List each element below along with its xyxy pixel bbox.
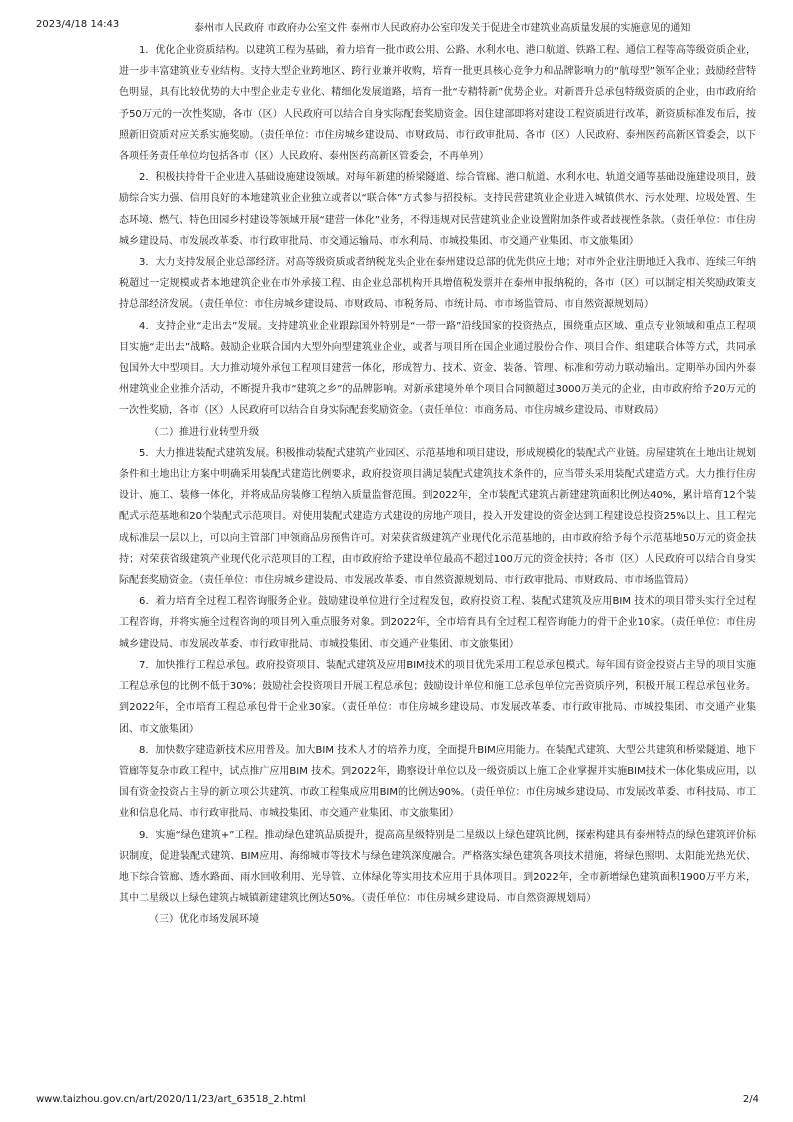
paragraph-item-2: 2．积极扶持骨干企业进入基础设施建设领域。对每年新建的桥梁隧道、综合管廊、港口航道、水利水电、轨道交通等基础设施建设项目，鼓励综合实力强、信用良好的本地建筑业企业独立或者以“联合体”方式参与招投标。支持民营建筑业企业进入城镇供水、污水处理、垃圾处置、生态环境、燃气、特色田园乡村建设等领域开展“建营一体化”业务，不得违规对民营建筑业企业设置附加条件或者歧视性条款。（责任单位：市住房城乡建设局、市发展改革委、市行政审批局、市交通运输局、市水利局、市城投集团、市交通产业集团、市文旅集团）	[119, 172, 756, 247]
print-datetime: 2023/4/18 14:43	[36, 19, 120, 30]
page-url: www.taizhou.gov.cn/art/2020/11/23/art_63518_2.html	[36, 1094, 306, 1105]
page-number: 2/4	[742, 1094, 759, 1105]
paragraph-item-3: 3．大力支持发展企业总部经济。对高等级资质或者纳税龙头企业在泰州建设总部的优先供应土地；对市外企业注册地迁入我市、连续三年纳税超过一定规模或者本地建筑企业在市外承接工程、由企业总部机构开具增值税发票并在泰州申报纳税的，各市（区）可以制定相关奖励政策支持总部经济发展。（责任单位：市住房城乡建设局、市财政局、市税务局、市统计局、市市场监管局、市自然资源规划局）	[119, 257, 756, 311]
paragraph-item-5: 5．大力推进装配式建筑发展。积极推动装配式建筑产业园区、示范基地和项目建设，形成规模化的装配式产业链。房屋建筑在土地出让规划条件和土地出让方案中明确采用装配式建造比例要求，政府投资项目满足装配式建筑技术条件的，应当带头采用装配式建造方式。大力推行住房设计、施工、装修一体化，并将成品房装修工程纳入质量监督范围。到2022年，全市装配式建筑占新建建筑面积比例达40%，累计培育12个装配式示范基地和20个装配式示范项目。对使用装配式建造方式建设的房地产项目，投入开发建设的资金达到工程建设总投资25%以上、且工程完成标准层一层以上，可以向主管部门申领商品房预售许可。对荣获省级建筑产业现代化示范基地的，由市政府给予每个示范基地50万元的资金扶持；对荣获省级建筑产业现代化示范项目的工程，由市政府给予建设单位最高不超过100万元的资金扶持；各市（区）人民政府可以结合自身实际配套奖励资金。（责任单位：市住房城乡建设局、市发展改革委、市自然资源规划局、市行政审批局、市财政局、市市场监管局）	[119, 447, 756, 587]
paragraph-item-6: 6．着力培育全过程工程咨询服务企业。鼓励建设单位进行全过程发包，政府投资工程、装配式建筑及应用BIM 技术的项目带头实行全过程工程咨询，并将实施全过程咨询的项目列入重点服务对象。到2022年，全市培育具有全过程工程咨询能力的骨干企业10家。（责任单位：市住房城乡建设局、市发展改革委、市行政审批局、市城投集团、市交通产业集团、市文旅集团）	[119, 596, 756, 650]
paragraph-item-4: 4．支持企业“走出去”发展。支持建筑业企业跟踪国外特别是“一带一路”沿线国家的投资热点，围绕重点区域、重点专业领域和重点工程项目实施“走出去”战略。鼓励企业联合国内大型外向型建筑业企业，或者与项目所在国企业通过股份合作、项目合作、组建联合体等方式，共同承包国外大中型项目。大力推动境外承包工程项目建营一体化，形成智力、技术、资金、装备、管理、标准和劳动力联动输出。定期举办国内外泰州建筑业企业推介活动，不断提升我市“建筑之乡”的品牌影响。对新承建境外单个项目合同额超过3000万美元的企业，由市政府给予20万元的一次性奖励，各市（区）人民政府可以结合自身实际配套奖励资金。（责任单位：市商务局、市住房城乡建设局、市财政局）	[119, 320, 756, 417]
section-heading-3: （三）优化市场发展环境	[149, 914, 259, 926]
paragraph-item-7: 7．加快推行工程总承包。政府投资项目、装配式建筑及应用BIM技术的项目优先采用工程总承包模式。每年国有资金投资占主导的项目实施工程总承包的比例不低于30%；鼓励社会投资项目开展工程总承包；鼓励设计单位和施工总承包单位完善资质序列，积极开展工程总承包业务。到2022年，全市培育工程总承包骨干企业30家。（责任单位：市住房城乡建设局、市发展改革委、市行政审批局、市城投集团、市交通产业集团、市文旅集团）	[119, 659, 756, 735]
section-heading-2: （二）推进行业转型升级	[149, 426, 259, 438]
paragraph-item-8: 8．加快数字建造新技术应用普及。加大BIM 技术人才的培养力度，全面提升BIM应用能力。在装配式建筑、大型公共建筑和桥梁隧道、地下管廊等复杂市政工程中，试点推广应用BIM 技术。到2022年，勘察设计单位以及一级资质以上施工企业掌握并实施BIM技术一体化集成应用，以国有资金投资占主导的新立项公共建筑、市政工程集成应用BIM的比例达90%。（责任单位：市住房城乡建设局、市发展改革委、市科技局、市工业和信息化局、市行政审批局、市城投集团、市交通产业集团、市文旅集团）	[119, 744, 756, 820]
document-body	[119, 40, 756, 931]
document-header-title: 泰州市人民政府 市政府办公室文件 泰州市人民政府办公室印发关于促进全市建筑业高质量发展的实施意见的通知	[194, 23, 691, 34]
paragraph-item-9: 9．实施“绿色建筑+”工程。推动绿色建筑品质提升，提高高星级特别是二星级以上绿色建筑比例，探索构建具有泰州特点的绿色建筑评价标识制度，促进装配式建筑、BIM应用、海绵城市等技术与绿色建筑深度融合。严格落实绿色建筑各项技术措施，将绿色照明、太阳能光热光伏、地下综合管廊、透水路面、雨水回收利用、光导管、立体绿化等实用技术应用于具体项目。到2022年，全市新增绿色建筑面积1900万平方米，其中二星级以上绿色建筑占城镇新建建筑比例达50%。（责任单位：市住房城乡建设局、市自然资源规划局）	[119, 829, 756, 905]
paragraph-item-1: 1．优化企业资质结构。以建筑工程为基础，着力培育一批市政公用、公路、水利水电、港口航道、铁路工程、通信工程等高等级资质企业，进一步丰富建筑业专业结构。支持大型企业跨地区、跨行业兼并收购，培育一批更具核心竞争力和品牌影响力的“航母型”领军企业；鼓励经营特色明显，具有比较优势的大中型企业走专业化、精细化发展道路，培育一批“专精特新”优势企业。对新晋升总承包特级资质的企业，由市政府给予50万元的一次性奖励，各市（区）人民政府可以结合自身实际配套奖励资金。因住建部即将对建设工程资质进行改革，新资质标准发布后，按照新旧资质对应关系实施奖励。（责任单位：市住房城乡建设局、市财政局、市行政审批局、各市（区）人民政府、泰州医药高新区管委会，以下各项任务责任单位均包括各市（区）人民政府、泰州医药高新区管委会，不再单列）	[119, 45, 756, 163]
